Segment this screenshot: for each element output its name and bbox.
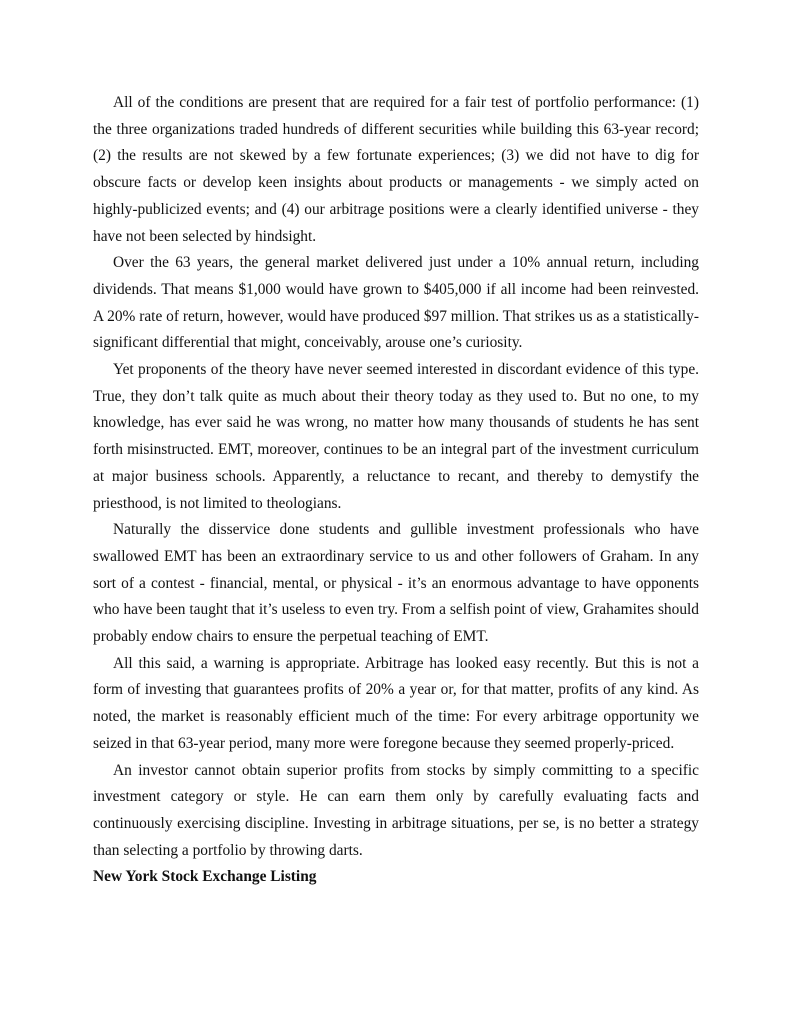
paragraph-warning: All this said, a warning is appropriate. Arbitrage has looked easy recently. But this is not a form of investing that guarantees profits of 20% a year or, for that matter, profits of any kind. As noted, the market is reasonably efficient much of the time: For every arbitrage opportunity we seized in that 63-year period, many more were foregone because they seemed properly-priced. bbox=[93, 654, 699, 752]
document-page bbox=[93, 90, 699, 891]
paragraph-disservice: Naturally the disservice done students and gullible investment professionals who have swallowed EMT has been an extraordinary service to us and other followers of Graham. In any sort of a contest - financial, mental, or physical - it’s an enormous advantage to have opponents who have been taught that it’s useless to even try. From a selfish point of view, Grahamites should probably endow chairs to ensure the perpetual teaching of EMT. bbox=[93, 521, 699, 646]
section-heading: New York Stock Exchange Listing bbox=[93, 868, 317, 886]
paragraph-superior-profits: An investor cannot obtain superior profits from stocks by simply committing to a specific investment category or style. He can earn them only by carefully evaluating facts and continuously exercising discipline. Investing in arbitrage situations, per se, is no better a strategy than selecting a portfolio by throwing darts. bbox=[93, 761, 699, 859]
paragraph-market-returns: Over the 63 years, the general market delivered just under a 10% annual return, including dividends. That means $1,000 would have grown to $405,000 if all income had been reinvested. A 20% rate of return, however, would have produced $97 million. That strikes us as a statistically-significant differential that might, conceivably, arouse one’s curiosity. bbox=[93, 254, 699, 352]
paragraph-fair-test: All of the conditions are present that are required for a fair test of portfolio performance: (1) the three organizations traded hundreds of different securities while building this 63-year record; (2) the results are not skewed by a few fortunate experiences; (3) we did not have to dig for obscure facts or develop keen insights about products or managements - we simply acted on highly-publicized events; and (4) our arbitrage positions were a clearly identified universe - they have not been selected by hindsight. bbox=[93, 94, 699, 245]
paragraph-theory-proponents: Yet proponents of the theory have never seemed interested in discordant evidence of this type. True, they don’t talk quite as much about their theory today as they used to. But no one, to my knowledge, has ever said he was wrong, no matter how many thousands of students he has sent forth misinstructed. EMT, moreover, continues to be an integral part of the investment curriculum at major business schools. Apparently, a reluctance to recant, and thereby to demystify the priesthood, is not limited to theologians. bbox=[93, 361, 699, 512]
